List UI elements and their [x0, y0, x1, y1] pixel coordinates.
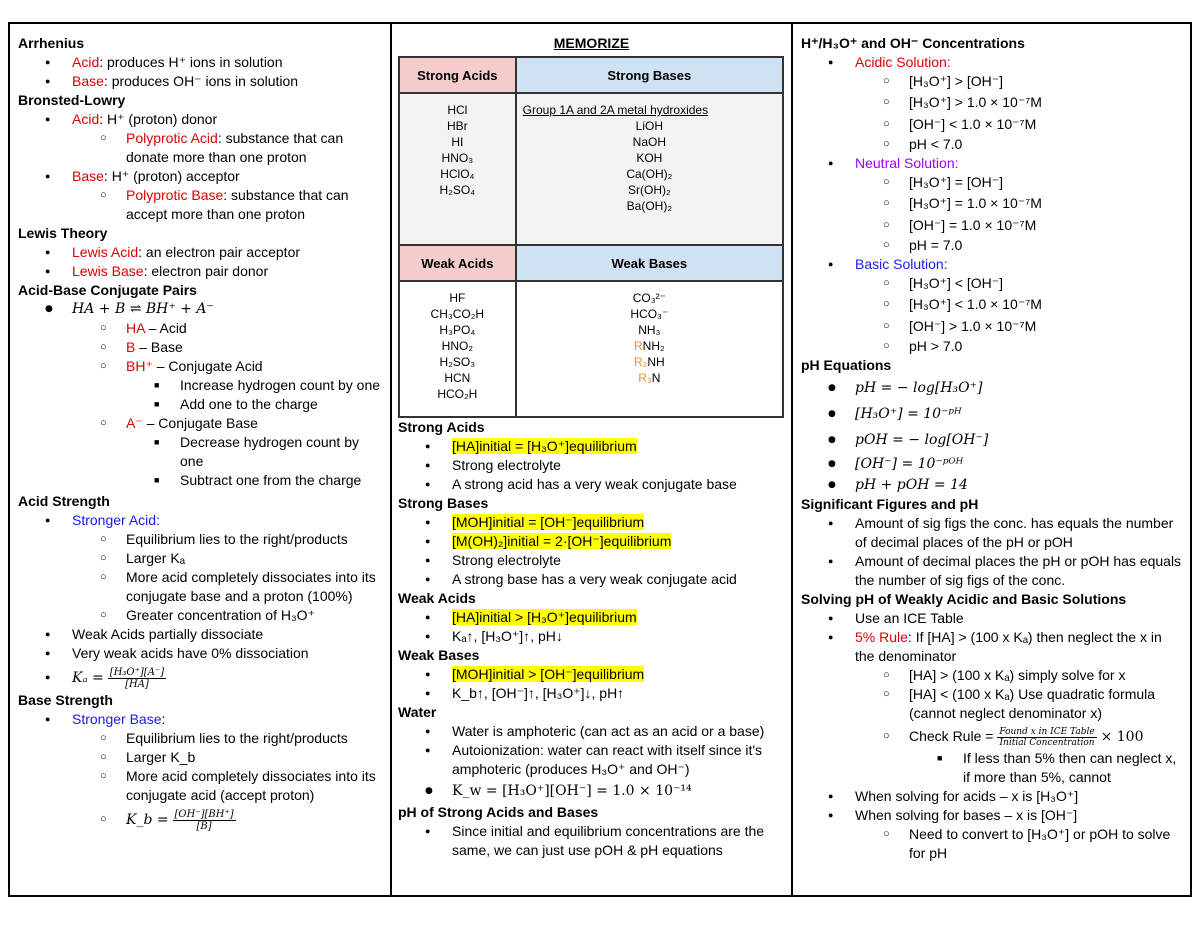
highlighted-equation: [M(OH)₂]initial = 2·[OH⁻]equilibrium — [452, 533, 672, 549]
ka-denominator: [HA] — [125, 678, 149, 690]
list-item: ○ [H₃O⁺] = [OH⁻] — [801, 173, 1185, 192]
strong-acid-formula: HCl — [447, 103, 468, 117]
weak-base-formula: R₂NH — [633, 355, 665, 369]
strong-base-formula: Ca(OH)₂ — [626, 167, 673, 181]
definition: : H⁺ (proton) acceptor — [103, 168, 240, 184]
list-item: ○ Equilibrium lies to the right/products — [18, 729, 384, 748]
list-item: ○ [OH⁻] = 1.0 × 10⁻⁷M — [801, 214, 1185, 236]
heading-ph-equations: pH Equations — [801, 357, 892, 373]
weak-acid-formula: CH₃CO₂H — [430, 307, 485, 321]
definition: : an electron pair acceptor — [138, 244, 301, 260]
water-notes — [398, 722, 785, 803]
heading-weak-acids: Weak Acids — [398, 590, 476, 606]
weak-base-formula: NH₃ — [638, 323, 661, 337]
weak-bases-header: Weak Bases — [516, 245, 783, 281]
equation-oh: ● [OH⁻] = 10⁻ᵖᴼᴴ — [801, 453, 1185, 475]
definition: : produces OH⁻ ions in solution — [103, 73, 299, 89]
arrhenius-list — [18, 53, 384, 91]
weak-acids-list — [400, 290, 515, 402]
strong-acids-cell — [399, 93, 516, 245]
list-item — [398, 513, 785, 532]
list-item: ○ Equilibrium lies to the right/products — [18, 530, 384, 549]
term-acidic-solution: Acidic Solution — [855, 54, 947, 70]
definition: : electron pair donor — [143, 263, 269, 279]
list-item: ○ [OH⁻] > 1.0 × 10⁻⁷M — [801, 315, 1185, 337]
weak-acid-formula: HF — [449, 291, 466, 305]
term-acid: Acid — [72, 54, 100, 70]
list-item — [18, 72, 384, 91]
list-item: ○ [HA] > (100 x Kₐ) simply solve for x — [801, 666, 1185, 685]
heading-strong-bases: Strong Bases — [398, 495, 489, 511]
list-item: ○ Larger Kₐ — [18, 549, 384, 568]
equation-ph: ● pH = − log[H₃O⁺] — [801, 375, 1185, 401]
list-item: ○ [H₃O⁺] = 1.0 × 10⁻⁷M — [801, 192, 1185, 214]
list-item — [18, 129, 384, 167]
list-item: ○ More acid completely dissociates into its conjugate base and a proton (100%) — [18, 568, 384, 606]
colon: : — [954, 155, 959, 171]
term-stronger-acid: Stronger Acid — [72, 512, 157, 528]
heading-strong-acids: Strong Acids — [398, 419, 485, 435]
list-item — [18, 243, 384, 262]
bronsted-list — [18, 110, 384, 224]
strong-acid-formula: HClO₄ — [440, 167, 475, 181]
list-item: ● Autoionization: water can react with itself since it's amphoteric (produces H₃O⁺ and OH⁻) — [398, 741, 785, 779]
list-item — [18, 167, 384, 186]
strong-acids-header: Strong Acids — [399, 57, 516, 93]
list-item: ○ pH < 7.0 — [801, 135, 1185, 154]
ph-equations-list — [801, 375, 1185, 495]
list-item — [801, 154, 1185, 173]
list-item: ○ [H₃O⁺] < [OH⁻] — [801, 274, 1185, 293]
check-rule-lhs: Check Rule = — [909, 728, 994, 744]
list-item: ○ [H₃O⁺] > 1.0 × 10⁻⁷M — [801, 91, 1185, 113]
strong-bases-note: Group 1A and 2A metal hydroxides — [522, 103, 709, 117]
concentrations-list — [801, 53, 1185, 356]
column-right — [793, 24, 1191, 895]
highlighted-equation: [MOH]initial > [OH⁻]equilibrium — [452, 666, 645, 682]
heading-conjugate-pairs: Acid-Base Conjugate Pairs — [18, 282, 197, 298]
term-acid: Acid — [72, 111, 100, 127]
list-item: ○ Need to convert to [H₃O⁺] or pOH to solve for pH — [801, 825, 1185, 863]
r-group: R₂ — [633, 355, 648, 369]
term-stronger-base: Stronger Base — [72, 711, 162, 727]
heading-concentrations: H⁺/H₃O⁺ and OH⁻ Concentrations — [801, 35, 1025, 51]
strong-acid-formula: HNO₃ — [441, 151, 474, 165]
strong-acid-formula: H₂SO₄ — [439, 183, 476, 197]
list-item: ○ pH = 7.0 — [801, 236, 1185, 255]
list-item: ● Strong electrolyte — [398, 456, 785, 475]
list-item — [18, 262, 384, 281]
heading-weak-bases: Weak Bases — [398, 647, 480, 663]
list-item: ○ Larger K_b — [18, 748, 384, 767]
weak-base-formula: CO₃²⁻ — [632, 291, 666, 305]
definition: : substance that can accept more than one proton — [126, 187, 349, 222]
heading-ph-strong: pH of Strong Acids and Bases — [398, 804, 599, 820]
list-item: ● K_b↑, [OH⁻]↑, [H₃O⁺]↓, pH↑ — [398, 684, 785, 703]
term-lewis-base: Lewis Base — [72, 263, 144, 279]
equation-h3o: ● [H₃O⁺] = 10⁻ᵖᴴ — [801, 401, 1185, 427]
weak-acids-notes — [398, 608, 785, 646]
heading-arrhenius: Arrhenius — [18, 35, 85, 51]
sigfigs-list — [801, 514, 1185, 590]
weak-acid-formula: H₂SO₃ — [439, 355, 476, 369]
acid-strength-list — [18, 511, 384, 691]
r-group: R — [633, 339, 643, 353]
list-item: ○ [H₃O⁺] > [OH⁻] — [801, 72, 1185, 91]
weak-bases-list — [517, 290, 782, 386]
heading-solving-ph: Solving pH of Weakly Acidic and Basic Solutions — [801, 591, 1127, 607]
list-item: ■ Add one to the charge — [18, 395, 384, 414]
strong-bases-cell — [516, 93, 783, 245]
list-item: ● When solving for acids – x is [H₃O⁺] — [801, 787, 1185, 806]
term-basic-solution: Basic Solution — [855, 256, 944, 272]
check-rule-numerator: Found x in ICE Table — [999, 726, 1095, 737]
strong-bases-notes — [398, 513, 785, 589]
list-item: ● Water is amphoteric (can act as an acid or a base) — [398, 722, 785, 741]
definition: – Conjugate Base — [142, 415, 258, 431]
equation-sum: ● pH + pOH = 14 — [801, 475, 1185, 495]
definition: – Base — [135, 339, 183, 355]
list-item — [801, 53, 1185, 72]
list-item — [398, 532, 785, 551]
list-item: ■ Subtract one from the charge — [18, 471, 384, 490]
solving-list — [801, 609, 1185, 863]
strong-base-formula: Sr(OH)₂ — [628, 183, 671, 197]
list-item: ● Use an ICE Table — [801, 609, 1185, 628]
list-item: ○ [OH⁻] < 1.0 × 10⁻⁷M — [801, 113, 1185, 135]
list-item — [18, 338, 384, 357]
colon: : — [943, 256, 948, 272]
conjugate-list — [18, 300, 384, 490]
strong-base-formula: LiOH — [635, 119, 663, 133]
ka-fraction — [108, 667, 166, 690]
list-item — [18, 511, 384, 530]
term-bh: BH⁺ — [126, 358, 153, 374]
term-base: Base — [72, 168, 104, 184]
weak-acid-formula: HCO₂H — [437, 387, 478, 401]
list-item: ■ Decrease hydrogen count by one — [18, 433, 384, 471]
term-base: Base — [72, 73, 104, 89]
definition: : substance that can donate more than one proton — [126, 130, 344, 165]
term-polyprotic-acid: Polyprotic Acid — [126, 130, 218, 146]
list-item: ○ pH > 7.0 — [801, 337, 1185, 356]
heading-acid-strength: Acid Strength — [18, 493, 110, 509]
list-item — [18, 53, 384, 72]
kw-formula: ● K_w = [H₃O⁺][OH⁻] = 1.0 × 10⁻¹⁴ — [398, 779, 785, 803]
list-item: ○ Greater concentration of H₃O⁺ — [18, 606, 384, 625]
ka-formula — [18, 663, 384, 691]
weak-base-formula: R₃N — [638, 371, 661, 385]
check-rule-fraction — [997, 727, 1096, 748]
heading-sigfigs: Significant Figures and pH — [801, 496, 979, 512]
list-item: ○ [HA] < (100 x Kₐ) Use quadratic formula (cannot neglect denominator x) — [801, 685, 1185, 723]
conjugate-equation: ● HA + B ⇌ BH⁺ + A⁻ — [18, 300, 384, 319]
term-a: A⁻ — [126, 415, 143, 431]
heading-lewis: Lewis Theory — [18, 225, 108, 241]
term-5-percent-rule: 5% Rule — [855, 629, 908, 645]
definition: – Conjugate Acid — [152, 358, 263, 374]
list-item: ● Strong electrolyte — [398, 551, 785, 570]
ph-strong-notes — [398, 822, 785, 860]
list-item — [18, 357, 384, 376]
strong-bases-list — [517, 118, 782, 214]
weak-bases-notes — [398, 665, 785, 703]
list-item: ● Weak Acids partially dissociate — [18, 625, 384, 644]
weak-base-formula: HCO₃⁻ — [630, 307, 669, 321]
highlighted-equation: [HA]initial > [H₃O⁺]equilibrium — [452, 609, 637, 625]
list-item: ● Since initial and equilibrium concentrations are the same, we can just use pOH & pH equations — [398, 822, 785, 860]
list-item: ● Very weak acids have 0% dissociation — [18, 644, 384, 663]
colon: : — [946, 54, 951, 70]
weak-acid-formula: HCN — [444, 371, 471, 385]
ka-numerator: [H₃O⁺][A⁻] — [109, 666, 165, 678]
list-item: ■ If less than 5% then can neglect x, if more than 5%, cannot — [801, 749, 1185, 787]
check-rule-denominator: Initial Concentration — [999, 737, 1095, 748]
list-item: ○ More acid completely dissociates into its conjugate acid (accept proton) — [18, 767, 384, 805]
weak-base-formula: RNH₂ — [633, 339, 665, 353]
list-item — [801, 255, 1185, 274]
list-item: ○ [H₃O⁺] < 1.0 × 10⁻⁷M — [801, 293, 1185, 315]
list-item — [398, 437, 785, 456]
memorize-heading: MEMORIZE — [553, 35, 630, 51]
list-item: ■ Increase hydrogen count by one — [18, 376, 384, 395]
kb-denominator: [B] — [196, 820, 212, 832]
definition: : produces H⁺ ions in solution — [99, 54, 283, 70]
kb-numerator: [OH⁻][BH⁺] — [174, 808, 234, 820]
r-group: R₃ — [638, 371, 652, 385]
term-lewis-acid: Lewis Acid — [72, 244, 139, 260]
strong-acids-notes — [398, 437, 785, 494]
acids-bases-table — [398, 56, 784, 418]
check-rule-formula — [801, 723, 1185, 749]
heading-bronsted: Bronsted-Lowry — [18, 92, 126, 108]
strong-acid-formula: HBr — [446, 119, 468, 133]
list-item: ● Kₐ↑, [H₃O⁺]↑, pH↓ — [398, 627, 785, 646]
strong-base-formula: KOH — [636, 151, 663, 165]
list-item — [801, 628, 1185, 666]
list-item — [18, 710, 384, 729]
ka-lhs: Kₐ = — [72, 670, 104, 686]
term-ha: HA — [126, 320, 145, 336]
definition: – Acid — [144, 320, 187, 336]
definition: : H⁺ (proton) donor — [99, 111, 218, 127]
strong-bases-header: Strong Bases — [516, 57, 783, 93]
weak-acid-formula: H₃PO₄ — [439, 323, 476, 337]
heading-base-strength: Base Strength — [18, 692, 113, 708]
highlighted-equation: [MOH]initial = [OH⁻]equilibrium — [452, 514, 645, 530]
term-polyprotic-base: Polyprotic Base — [126, 187, 224, 203]
list-item — [398, 608, 785, 627]
strong-acids-list — [400, 102, 515, 198]
base-strength-list — [18, 710, 384, 833]
equation-poh: ● pOH = − log[OH⁻] — [801, 427, 1185, 453]
term-neutral-solution: Neutral Solution — [855, 155, 955, 171]
list-item: ● A strong acid has a very weak conjugate base — [398, 475, 785, 494]
weak-acid-formula: HNO₂ — [441, 339, 473, 353]
colon: : — [156, 512, 160, 528]
strong-base-formula: NaOH — [632, 135, 666, 149]
colon: : — [161, 711, 166, 727]
lewis-list — [18, 243, 384, 281]
highlighted-equation: [HA]initial = [H₃O⁺]equilibrium — [452, 438, 637, 454]
kb-fraction — [173, 809, 236, 832]
list-item — [398, 665, 785, 684]
weak-acids-header: Weak Acids — [399, 245, 516, 281]
column-left — [10, 24, 390, 895]
list-item — [18, 414, 384, 433]
list-item — [18, 186, 384, 224]
term-b: B — [126, 339, 136, 355]
column-middle — [392, 24, 791, 895]
weak-bases-cell — [516, 281, 783, 417]
strong-acid-formula: HI — [451, 135, 464, 149]
list-item: ● Amount of sig figs the conc. has equals the number of decimal places of the pH or pOH — [801, 514, 1185, 552]
list-item — [18, 110, 384, 129]
list-item: ● Amount of decimal places the pH or pOH has equals the number of sig figs of the conc. — [801, 552, 1185, 590]
list-item: ● A strong base has a very weak conjugate acid — [398, 570, 785, 589]
heading-water: Water — [398, 704, 437, 720]
weak-acids-cell — [399, 281, 516, 417]
kb-formula — [18, 805, 384, 833]
strong-base-formula: Ba(OH)₂ — [626, 199, 672, 213]
list-item — [18, 319, 384, 338]
list-item: ● When solving for bases – x is [OH⁻] — [801, 806, 1185, 825]
definition: : If [HA] > (100 x Kₐ) then neglect the x in the denominator — [855, 629, 1162, 664]
check-rule-rhs: × 100 — [1100, 729, 1144, 745]
kb-lhs: K_b = — [126, 812, 169, 828]
